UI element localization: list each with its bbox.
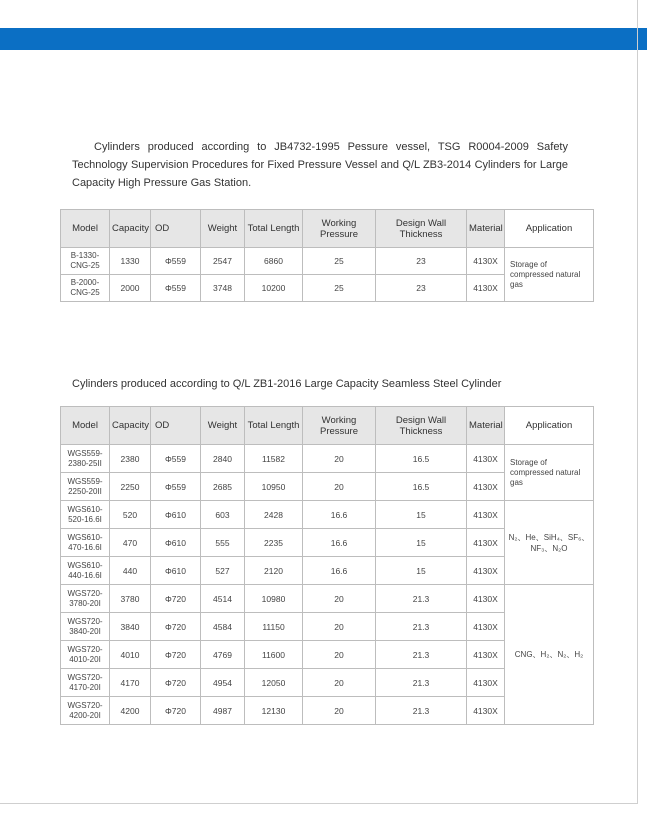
cell-capacity: 3780 <box>110 585 151 613</box>
cell-model: B-1330-CNG-25 <box>61 248 110 275</box>
col-header-capacity: Capacity <box>110 407 151 445</box>
cell-length: 2235 <box>245 529 303 557</box>
table-header-row <box>61 407 594 445</box>
cell-wall-thickness: 16.5 <box>376 473 467 501</box>
col-header-weight: Weight <box>201 210 245 248</box>
header-bar <box>0 28 647 50</box>
cell-length: 6860 <box>245 248 303 275</box>
cell-od: Φ720 <box>151 697 201 725</box>
cell-model: WGS610-520-16.6I <box>61 501 110 529</box>
col-header-od: OD <box>151 407 201 445</box>
cell-length: 10200 <box>245 275 303 302</box>
intro-paragraph-1: Cylinders produced according to JB4732-1995 Pessure vessel, TSG R0004-2009 Safety Technology Supervision Procedures for Fixed Pressure Vessel and Q/L ZB3-2014 Cylinders for Large Capacity High Pressure Gas Station. <box>72 141 568 189</box>
cell-wall-thickness: 23 <box>376 248 467 275</box>
cell-weight: 2685 <box>201 473 245 501</box>
cell-application: Storage of compressed natural gas <box>505 248 594 302</box>
cell-model: WGS720-4170-20I <box>61 669 110 697</box>
cell-capacity: 470 <box>110 529 151 557</box>
cell-weight: 555 <box>201 529 245 557</box>
cell-length: 12050 <box>245 669 303 697</box>
col-header-od: OD <box>151 210 201 248</box>
cell-od: Φ610 <box>151 529 201 557</box>
cell-pressure: 20 <box>303 613 376 641</box>
cell-capacity: 520 <box>110 501 151 529</box>
cell-capacity: 440 <box>110 557 151 585</box>
cell-length: 11600 <box>245 641 303 669</box>
cell-material: 4130X <box>467 248 505 275</box>
cell-weight: 2547 <box>201 248 245 275</box>
cell-wall-thickness: 21.3 <box>376 585 467 613</box>
col-header-total-length: Total Length <box>245 210 303 248</box>
cell-od: Φ559 <box>151 473 201 501</box>
cell-pressure: 20 <box>303 445 376 473</box>
cell-model: WGS720-4010-20I <box>61 641 110 669</box>
cell-wall-thickness: 23 <box>376 275 467 302</box>
cell-application: CNG、H₂、N₂、H₂ <box>505 585 594 725</box>
cell-capacity: 4170 <box>110 669 151 697</box>
cell-wall-thickness: 15 <box>376 529 467 557</box>
cell-od: Φ610 <box>151 501 201 529</box>
cell-wall-thickness: 15 <box>376 501 467 529</box>
cell-length: 2120 <box>245 557 303 585</box>
cell-od: Φ720 <box>151 669 201 697</box>
cell-length: 12130 <box>245 697 303 725</box>
cell-length: 11150 <box>245 613 303 641</box>
table-row <box>61 445 594 473</box>
cell-pressure: 16.6 <box>303 557 376 585</box>
cell-pressure: 20 <box>303 473 376 501</box>
cell-capacity: 2250 <box>110 473 151 501</box>
cell-wall-thickness: 16.5 <box>376 445 467 473</box>
cell-capacity: 1330 <box>110 248 151 275</box>
application-gases-line-1: N₂、He、SiH₄、SF₆、 <box>508 532 590 542</box>
cell-model: WGS720-3780-20I <box>61 585 110 613</box>
cell-od: Φ559 <box>151 445 201 473</box>
cell-pressure: 25 <box>303 275 376 302</box>
page-edge-rule <box>637 0 638 803</box>
cell-wall-thickness: 15 <box>376 557 467 585</box>
col-header-total-length: Total Length <box>245 407 303 445</box>
cell-wall-thickness: 21.3 <box>376 669 467 697</box>
col-header-application: Application <box>505 407 594 445</box>
cell-model: WGS559-2380-25II <box>61 445 110 473</box>
table-row <box>61 248 594 275</box>
cell-material: 4130X <box>467 275 505 302</box>
cell-weight: 527 <box>201 557 245 585</box>
table-header-row <box>61 210 594 248</box>
cell-material: 4130X <box>467 669 505 697</box>
cell-material: 4130X <box>467 501 505 529</box>
col-header-model: Model <box>61 407 110 445</box>
application-gases-line-2: NF₃、N₂O <box>530 543 568 553</box>
cell-application <box>505 501 594 585</box>
cell-capacity: 2000 <box>110 275 151 302</box>
col-header-material: Material <box>467 407 505 445</box>
cell-pressure: 16.6 <box>303 501 376 529</box>
cell-length: 11582 <box>245 445 303 473</box>
cell-od: Φ559 <box>151 275 201 302</box>
cell-wall-thickness: 21.3 <box>376 613 467 641</box>
cell-capacity: 3840 <box>110 613 151 641</box>
cell-material: 4130X <box>467 697 505 725</box>
cell-model: WGS720-4200-20I <box>61 697 110 725</box>
cell-weight: 2840 <box>201 445 245 473</box>
cell-weight: 4514 <box>201 585 245 613</box>
cell-weight: 3748 <box>201 275 245 302</box>
cell-weight: 4954 <box>201 669 245 697</box>
cell-pressure: 20 <box>303 641 376 669</box>
cell-material: 4130X <box>467 613 505 641</box>
cell-pressure: 20 <box>303 669 376 697</box>
col-header-model: Model <box>61 210 110 248</box>
cell-od: Φ720 <box>151 585 201 613</box>
cell-model: WGS559-2250-20II <box>61 473 110 501</box>
spec-table-2 <box>60 406 594 725</box>
cell-model: B-2000-CNG-25 <box>61 275 110 302</box>
col-header-material: Material <box>467 210 505 248</box>
cell-pressure: 20 <box>303 697 376 725</box>
table-row <box>61 585 594 613</box>
cell-wall-thickness: 21.3 <box>376 697 467 725</box>
cell-od: Φ610 <box>151 557 201 585</box>
col-header-design-wall-thickness: Design Wall Thickness <box>376 210 467 248</box>
cell-pressure: 25 <box>303 248 376 275</box>
cell-weight: 603 <box>201 501 245 529</box>
cell-model: WGS610-440-16.6I <box>61 557 110 585</box>
col-header-weight: Weight <box>201 407 245 445</box>
col-header-application: Application <box>505 210 594 248</box>
col-header-design-wall-thickness: Design Wall Thickness <box>376 407 467 445</box>
cell-material: 4130X <box>467 585 505 613</box>
cell-weight: 4584 <box>201 613 245 641</box>
page-bottom-rule <box>0 803 638 804</box>
cell-length: 10980 <box>245 585 303 613</box>
col-header-capacity: Capacity <box>110 210 151 248</box>
cell-length: 2428 <box>245 501 303 529</box>
cell-od: Φ720 <box>151 641 201 669</box>
cell-application: Storage of compressed natural gas <box>505 445 594 501</box>
cell-pressure: 20 <box>303 585 376 613</box>
cell-weight: 4987 <box>201 697 245 725</box>
cell-wall-thickness: 21.3 <box>376 641 467 669</box>
cell-material: 4130X <box>467 641 505 669</box>
cell-length: 10950 <box>245 473 303 501</box>
cell-material: 4130X <box>467 557 505 585</box>
intro-paragraph-2: Cylinders produced according to Q/L ZB1-2016 Large Capacity Seamless Steel Cylinder <box>72 378 502 390</box>
spec-table-1 <box>60 209 594 302</box>
cell-pressure: 16.6 <box>303 529 376 557</box>
cell-material: 4130X <box>467 529 505 557</box>
cell-od: Φ559 <box>151 248 201 275</box>
col-header-working-pressure: Working Pressure <box>303 407 376 445</box>
cell-model: WGS720-3840-20I <box>61 613 110 641</box>
cell-model: WGS610-470-16.6I <box>61 529 110 557</box>
cell-capacity: 4010 <box>110 641 151 669</box>
cell-material: 4130X <box>467 445 505 473</box>
col-header-working-pressure: Working Pressure <box>303 210 376 248</box>
table-row <box>61 501 594 529</box>
cell-weight: 4769 <box>201 641 245 669</box>
cell-capacity: 2380 <box>110 445 151 473</box>
cell-material: 4130X <box>467 473 505 501</box>
cell-od: Φ720 <box>151 613 201 641</box>
cell-capacity: 4200 <box>110 697 151 725</box>
